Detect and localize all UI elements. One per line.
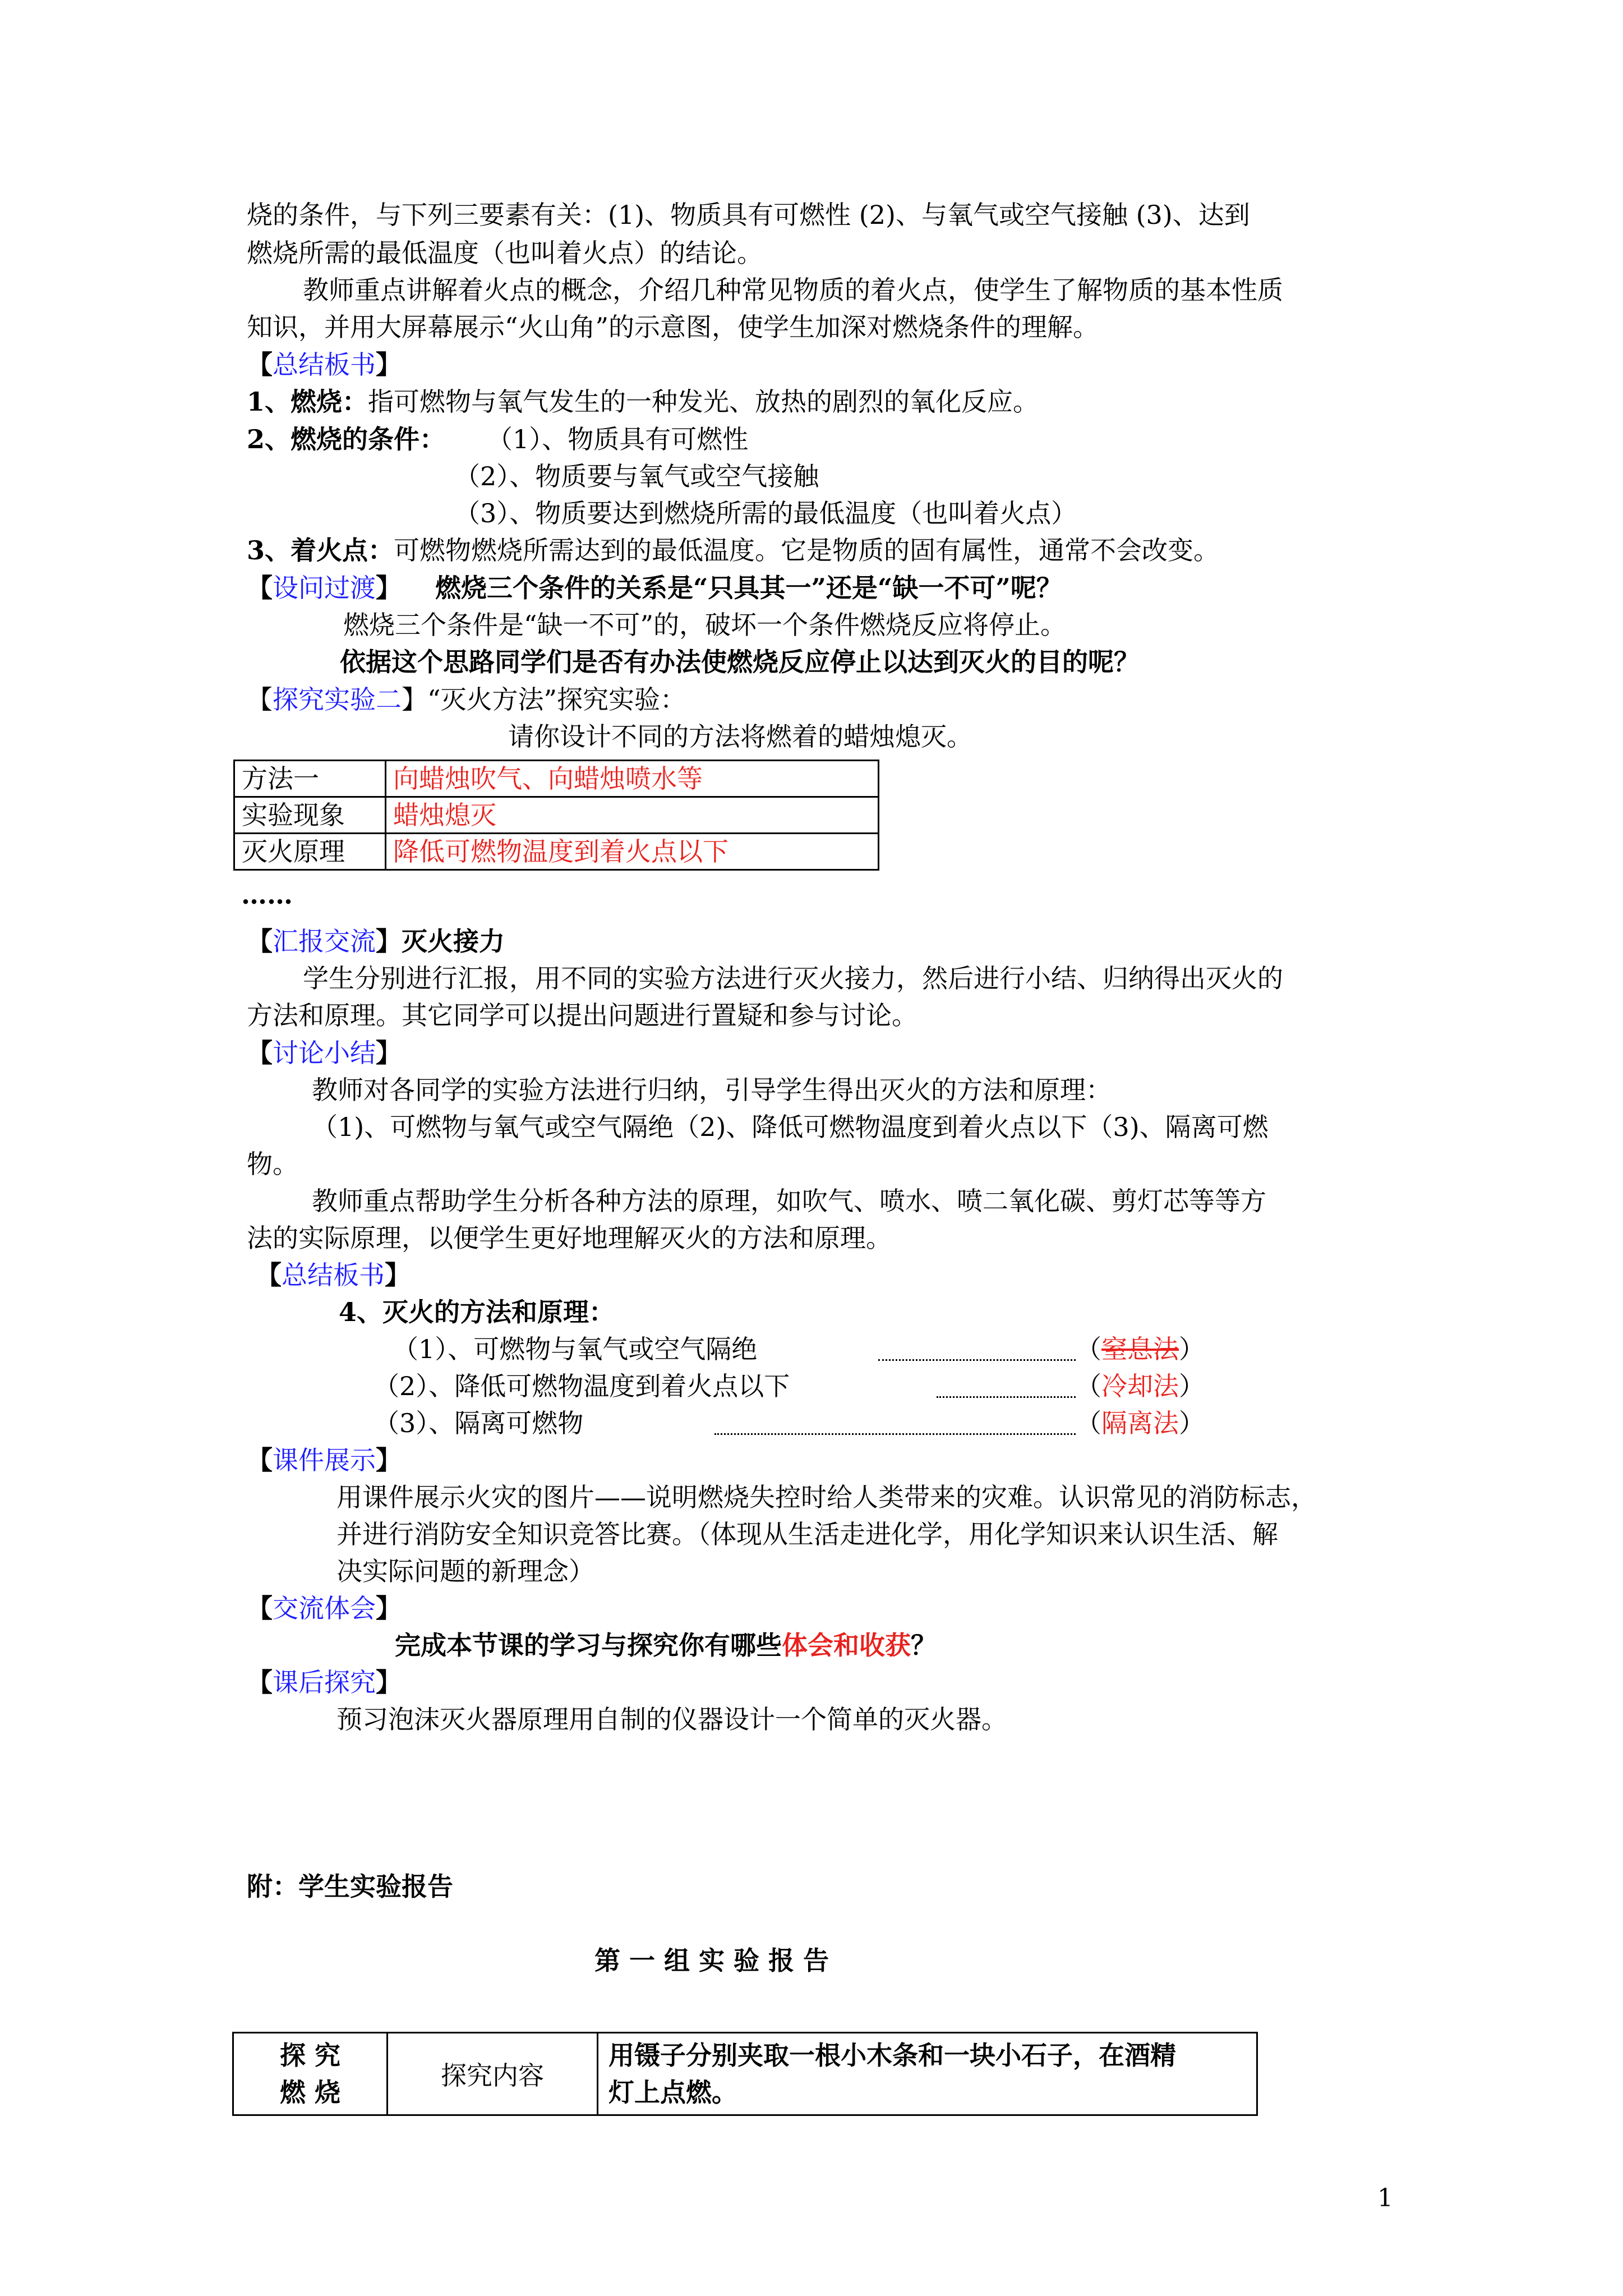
paragraph-line: 知识，并用大屏幕展示“火山角”的示意图，使学生加深对燃烧条件的理解。 <box>247 312 1099 342</box>
section-heading: 【汇报交流】灭火接力 <box>247 926 505 956</box>
transition-prompt: 依据这个思路同学们是否有办法使燃烧反应停止以达到灭火的目的呢？ <box>340 647 1140 677</box>
method-dots <box>714 1405 1076 1442</box>
paragraph-line: 并进行消防安全知识竞答比赛。（体现从生活走进化学，用化学知识来认识生活、解 <box>336 1519 1278 1549</box>
appendix-title: 附：学生实验报告 <box>247 1871 453 1902</box>
table-row <box>234 797 879 834</box>
section-heading: 【课件展示】 <box>247 1445 402 1475</box>
paragraph-line: 教师重点讲解着火点的概念，介绍几种常见物质的着火点，使学生了解物质的基本性质 <box>303 275 1283 305</box>
section-heading: 【总结板书】 <box>247 349 402 380</box>
highlight-text: 体会和收获 <box>782 1630 911 1660</box>
paragraph-line: 学生分别进行汇报，用不同的实验方法进行灭火接力，然后进行小结、归纳得出灭火的 <box>303 963 1283 993</box>
summary-item-title: 4、灭火的方法和原理： <box>339 1297 615 1327</box>
table-cell-key: 方法一 <box>234 761 386 797</box>
heading-label: 汇报交流 <box>273 926 376 956</box>
paragraph-line: 燃烧所需的最低温度（也叫着火点）的结论。 <box>247 238 763 268</box>
section-heading: 【总结板书】 <box>256 1260 411 1290</box>
heading-label: 课后探究 <box>273 1667 376 1697</box>
heading-label: 交流体会 <box>273 1593 376 1623</box>
table-cell-category: 探 究 燃 烧 <box>233 2033 388 2115</box>
experiment-instruction: 请你设计不同的方法将燃着的蜡烛熄灭。 <box>508 721 972 752</box>
method-name-wrap: （冷却法） <box>1076 1371 1205 1401</box>
table-cell-key: 实验现象 <box>234 797 386 834</box>
method-dots <box>937 1368 1076 1405</box>
table-row <box>233 2033 1257 2115</box>
paragraph-line: 决实际问题的新理念） <box>336 1556 594 1586</box>
method-item: （3）、隔离可燃物 <box>374 1408 584 1438</box>
summary-item: 1、燃烧：指可燃物与氧气发生的一种发光、放热的剧烈的氧化反应。 <box>247 386 1039 417</box>
method-name: 隔离法 <box>1101 1408 1179 1438</box>
table-row <box>234 761 879 797</box>
table-row <box>234 834 879 870</box>
report-title: 灭火接力 <box>402 926 505 956</box>
paragraph-line: 烧的条件，与下列三要素有关：(1)、物质具有可燃性 (2)、与氧气或空气接触 (3)、达到 <box>247 200 1250 230</box>
condition-item: （2）、物质要与氧气或空气接触 <box>454 461 819 491</box>
heading-label: 讨论小结 <box>273 1038 376 1068</box>
heading-label: 总结板书 <box>273 349 376 380</box>
method-dots <box>878 1331 1076 1368</box>
exchange-question: 完成本节课的学习与探究你有哪些体会和收获？ <box>395 1630 937 1660</box>
heading-label: 总结板书 <box>282 1260 385 1290</box>
paragraph-line: 用课件展示火灾的图片——说明燃烧失控时给人类带来的灾难。认识常见的消防标志， <box>336 1482 1317 1512</box>
paragraph-line: 物。 <box>247 1149 298 1179</box>
experiment-title: “灭火方法”探究实验： <box>427 684 686 715</box>
table-cell-value: 蜡烛熄灭 <box>386 797 879 834</box>
method-item: （2）、降低可燃物温度到着火点以下 <box>374 1371 790 1401</box>
section-heading: 【交流体会】 <box>247 1593 402 1623</box>
report-table <box>232 2032 1258 2116</box>
table-cell-label: 探究内容 <box>388 2033 598 2115</box>
table-cell-value: 降低可燃物温度到着火点以下 <box>386 834 879 870</box>
table-cell-value: 向蜡烛吹气、向蜡烛喷水等 <box>386 761 879 797</box>
paragraph-line: 法的实际原理，以便学生更好地理解灭火的方法和原理。 <box>247 1223 892 1253</box>
summary-item-label: 2、燃烧的条件： <box>247 424 446 454</box>
section-heading: 【探究实验二】“灭火方法”探究实验： <box>247 684 686 715</box>
method-item: （1）、可燃物与氧气或空气隔绝 <box>393 1334 758 1364</box>
page-number: 1 <box>1377 2184 1393 2212</box>
method-name: 窒息法 <box>1101 1334 1179 1364</box>
condition-item: （3）、物质要达到燃烧所需的最低温度（也叫着火点） <box>454 498 1077 528</box>
condition-item: （1）、物质具有可燃性 <box>487 424 749 454</box>
heading-label: 探究实验二 <box>273 684 402 715</box>
paragraph-line: 方法和原理。其它同学可以提出问题进行置疑和参与讨论。 <box>247 1000 917 1030</box>
report-title: 第 一 组 实 验 报 告 <box>594 1945 829 1976</box>
method-name: 冷却法 <box>1101 1371 1179 1401</box>
transition-question: 燃烧三个条件的关系是“只具其一”还是“缺一不可”呢？ <box>435 573 1062 603</box>
paragraph-line: 教师对各同学的实验方法进行归纳，引导学生得出灭火的方法和原理： <box>312 1075 1112 1105</box>
ellipsis: …… <box>241 880 293 910</box>
transition-answer: 燃烧三个条件是“缺一不可”的，破坏一个条件燃烧反应将停止。 <box>343 610 1067 640</box>
paragraph-line: （1)、可燃物与氧气或空气隔绝（2)、降低可燃物温度到着火点以下（3)、隔离可燃 <box>312 1112 1269 1142</box>
section-heading: 【课后探究】 <box>247 1667 402 1697</box>
method-name-wrap: （隔离法） <box>1076 1408 1205 1438</box>
method-name-wrap: （窒息法） <box>1076 1334 1205 1364</box>
paragraph-line: 预习泡沫灭火器原理用自制的仪器设计一个简单的灭火器。 <box>336 1704 1007 1734</box>
section-heading: 【讨论小结】 <box>247 1038 402 1068</box>
heading-label: 设问过渡 <box>273 573 376 603</box>
section-heading: 【设问过渡】 燃烧三个条件的关系是“只具其一”还是“缺一不可”呢？ <box>247 573 1062 603</box>
paragraph-line: 教师重点帮助学生分析各种方法的原理，如吹气、喷水、喷二氧化碳、剪灯芯等等方 <box>312 1186 1266 1216</box>
summary-item: 3、着火点：可燃物燃烧所需达到的最低温度。它是物质的固有属性，通常不会改变。 <box>247 535 1220 565</box>
experiment-table <box>233 760 879 871</box>
heading-label: 课件展示 <box>273 1445 376 1475</box>
table-cell-key: 灭火原理 <box>234 834 386 870</box>
table-cell-content: 用镊子分别夹取一根小木条和一块小石子，在酒精 灯上点燃。 <box>598 2033 1257 2115</box>
